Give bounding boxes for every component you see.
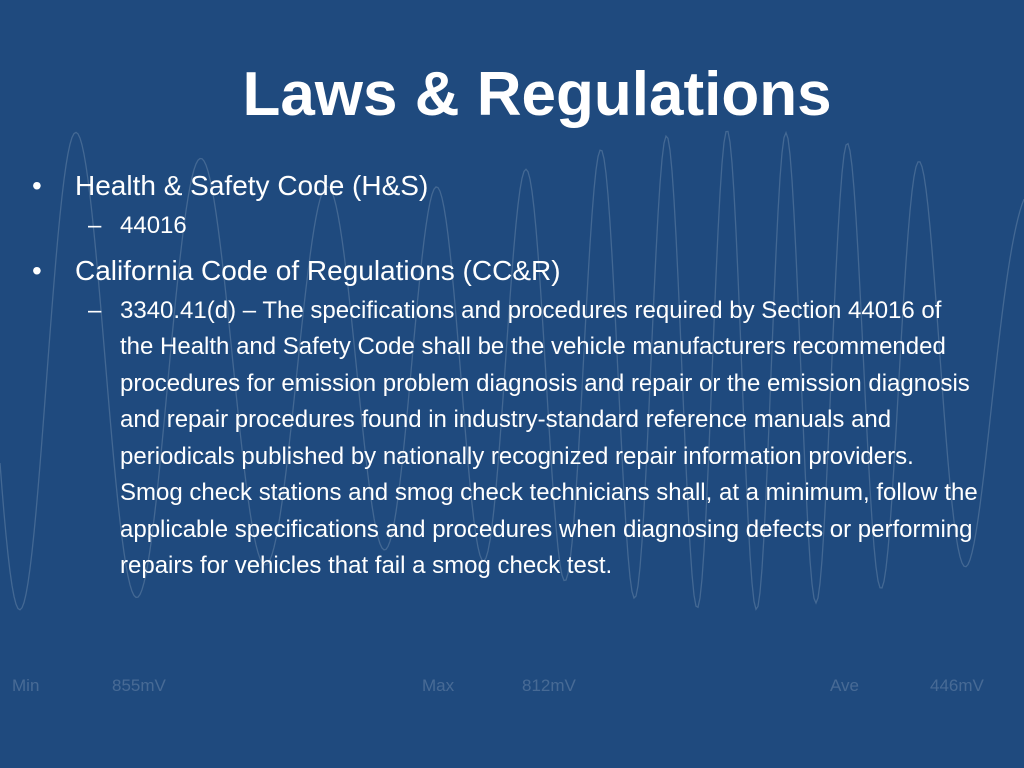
scope-ave-value: 446mV — [930, 676, 984, 695]
scope-max-value: 812mV — [522, 676, 576, 695]
scope-ave-label: Ave — [830, 676, 859, 695]
bullet-icon: • — [32, 170, 42, 201]
scope-max-label: Max — [422, 676, 455, 695]
bullet-text: Health & Safety Code (H&S) — [75, 170, 429, 201]
dash-icon: – — [88, 296, 102, 324]
sub-item-44016 — [88, 208, 1000, 245]
sub-item-3340-41d — [88, 293, 1000, 585]
bullet-item-california-code — [30, 251, 1000, 291]
bullet-text: California Code of Regulations (CC&R) — [75, 254, 561, 286]
sub-item-text: 44016 — [120, 212, 187, 239]
sub-item-text: 3340.41(d) – The specifications and procedures required by Section 44016 of the Health and Safety Code shall be the vehicle manufacturers recommended procedures for emission problem diagnosis and repair or the emission diagnosis and repair procedures found in industry-standard reference manuals and periodicals published by nationally recognized repair information providers. Smog check stations and smog check technicians shall, at a minimum, follow the applicable specifications and procedures when diagnosing defects or performing repairs for vehicles that fail a smog check test. — [120, 296, 978, 579]
bullet-item-health-safety-code — [30, 166, 1000, 206]
slide-title: Laws & Regulations — [242, 60, 832, 129]
scope-min-value: 855mV — [112, 676, 166, 695]
bullet-icon: • — [32, 254, 42, 286]
scope-min-label: Min — [12, 676, 40, 695]
bullet-list — [30, 166, 1000, 591]
dash-icon: – — [88, 212, 102, 239]
